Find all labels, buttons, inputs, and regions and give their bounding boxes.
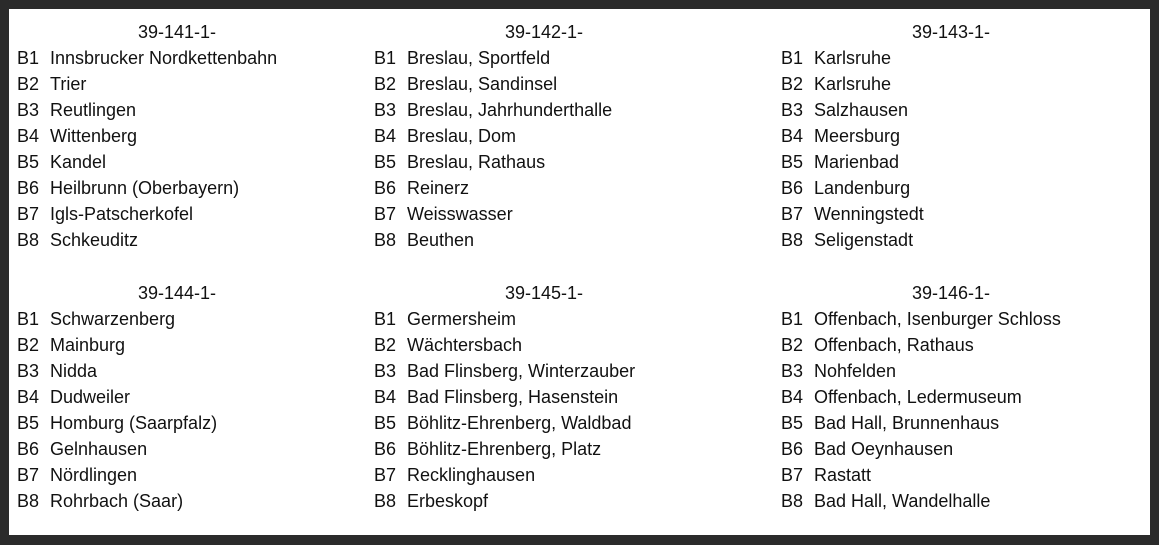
item-code: B1 bbox=[374, 309, 397, 329]
item-code: B6 bbox=[374, 178, 397, 198]
item-code: B3 bbox=[781, 100, 804, 120]
item-code: B7 bbox=[17, 204, 40, 224]
item-name: Beuthen bbox=[407, 230, 475, 250]
item-name: Breslau, Jahrhunderthalle bbox=[407, 100, 613, 120]
item-code: B4 bbox=[17, 387, 40, 407]
list-item bbox=[374, 45, 714, 71]
group-title: 39-146-1- bbox=[911, 283, 991, 303]
item-name: Erbeskopf bbox=[407, 491, 489, 511]
group-39-141-1 bbox=[17, 19, 317, 253]
list-item bbox=[374, 332, 714, 358]
item-name: Bad Oeynhausen bbox=[814, 439, 954, 459]
item-name: Germersheim bbox=[407, 309, 517, 329]
item-code: B8 bbox=[374, 491, 397, 511]
item-name: Marienbad bbox=[814, 152, 900, 172]
item-code: B5 bbox=[374, 413, 397, 433]
item-name: Rastatt bbox=[814, 465, 872, 485]
group-title: 39-145-1- bbox=[504, 283, 584, 303]
item-code: B1 bbox=[781, 48, 804, 68]
list-item bbox=[17, 97, 317, 123]
item-name: Trier bbox=[50, 74, 87, 94]
list-item bbox=[781, 410, 1121, 436]
list-item bbox=[374, 175, 714, 201]
list-item bbox=[374, 436, 714, 462]
item-name: Meersburg bbox=[814, 126, 901, 146]
item-code: B2 bbox=[781, 74, 804, 94]
item-code: B6 bbox=[17, 178, 40, 198]
item-code: B3 bbox=[17, 361, 40, 381]
item-name: Bad Hall, Brunnenhaus bbox=[814, 413, 1000, 433]
item-name: Salzhausen bbox=[814, 100, 909, 120]
item-name: Reinerz bbox=[407, 178, 470, 198]
item-code: B5 bbox=[374, 152, 397, 172]
document-sheet bbox=[9, 9, 1150, 535]
item-name: Bad Flinsberg, Winterzauber bbox=[407, 361, 636, 381]
item-name: Nohfelden bbox=[814, 361, 897, 381]
item-name: Karlsruhe bbox=[814, 48, 892, 68]
list-item bbox=[374, 462, 714, 488]
item-code: B4 bbox=[17, 126, 40, 146]
item-name: Weisswasser bbox=[407, 204, 513, 224]
item-code: B7 bbox=[781, 204, 804, 224]
item-code: B4 bbox=[374, 126, 397, 146]
list-item bbox=[781, 358, 1121, 384]
item-name: Kandel bbox=[50, 152, 107, 172]
item-name: Breslau, Sportfeld bbox=[407, 48, 551, 68]
list-item bbox=[374, 97, 714, 123]
item-name: Bad Hall, Wandelhalle bbox=[814, 491, 991, 511]
item-code: B6 bbox=[781, 439, 804, 459]
item-name: Böhlitz-Ehrenberg, Waldbad bbox=[407, 413, 632, 433]
item-code: B2 bbox=[374, 335, 397, 355]
group-39-145-1 bbox=[374, 280, 714, 514]
list-item bbox=[374, 410, 714, 436]
item-name: Landenburg bbox=[814, 178, 911, 198]
item-code: B8 bbox=[17, 230, 40, 250]
list-item bbox=[374, 71, 714, 97]
list-item bbox=[17, 201, 317, 227]
item-name: Offenbach, Rathaus bbox=[814, 335, 974, 355]
item-code: B7 bbox=[17, 465, 40, 485]
item-name: Breslau, Rathaus bbox=[407, 152, 546, 172]
item-code: B4 bbox=[781, 387, 804, 407]
item-name: Seligenstadt bbox=[814, 230, 914, 250]
item-name: Wächtersbach bbox=[407, 335, 523, 355]
list-item bbox=[17, 462, 317, 488]
item-code: B3 bbox=[17, 100, 40, 120]
item-code: B3 bbox=[781, 361, 804, 381]
list-item bbox=[781, 332, 1121, 358]
item-name: Homburg (Saarpfalz) bbox=[50, 413, 218, 433]
item-code: B7 bbox=[374, 465, 397, 485]
list-item bbox=[781, 45, 1121, 71]
item-code: B6 bbox=[374, 439, 397, 459]
list-item bbox=[781, 384, 1121, 410]
item-name: Reutlingen bbox=[50, 100, 137, 120]
list-item bbox=[17, 488, 317, 514]
list-item bbox=[374, 358, 714, 384]
item-name: Breslau, Sandinsel bbox=[407, 74, 558, 94]
item-code: B3 bbox=[374, 361, 397, 381]
group-39-144-1 bbox=[17, 280, 317, 514]
item-code: B8 bbox=[781, 491, 804, 511]
item-code: B7 bbox=[374, 204, 397, 224]
list-item bbox=[781, 436, 1121, 462]
item-code: B6 bbox=[781, 178, 804, 198]
item-name: Breslau, Dom bbox=[407, 126, 517, 146]
list-item bbox=[781, 97, 1121, 123]
item-name: Wenningstedt bbox=[814, 204, 924, 224]
list-item bbox=[17, 123, 317, 149]
item-code: B5 bbox=[17, 413, 40, 433]
list-item bbox=[781, 306, 1121, 332]
item-code: B5 bbox=[781, 413, 804, 433]
group-39-146-1 bbox=[781, 280, 1121, 514]
item-name: Nidda bbox=[50, 361, 98, 381]
item-code: B5 bbox=[17, 152, 40, 172]
item-code: B8 bbox=[374, 230, 397, 250]
item-code: B4 bbox=[781, 126, 804, 146]
list-item bbox=[374, 149, 714, 175]
item-name: Recklinghausen bbox=[407, 465, 536, 485]
item-name: Offenbach, Isenburger Schloss bbox=[814, 309, 1061, 329]
list-item bbox=[374, 227, 714, 253]
item-name: Böhlitz-Ehrenberg, Platz bbox=[407, 439, 602, 459]
item-code: B2 bbox=[17, 335, 40, 355]
group-title: 39-143-1- bbox=[911, 22, 991, 42]
list-item bbox=[17, 71, 317, 97]
item-code: B1 bbox=[17, 309, 40, 329]
item-code: B1 bbox=[781, 309, 804, 329]
list-item bbox=[374, 488, 714, 514]
list-item bbox=[17, 384, 317, 410]
list-item bbox=[17, 227, 317, 253]
list-item bbox=[781, 488, 1121, 514]
list-item bbox=[17, 332, 317, 358]
item-name: Rohrbach (Saar) bbox=[50, 491, 184, 511]
item-code: B1 bbox=[17, 48, 40, 68]
list-item bbox=[781, 71, 1121, 97]
item-name: Mainburg bbox=[50, 335, 126, 355]
item-name: Nördlingen bbox=[50, 465, 138, 485]
list-item bbox=[781, 201, 1121, 227]
item-name: Igls-Patscherkofel bbox=[50, 204, 194, 224]
list-item bbox=[17, 410, 317, 436]
item-name: Karlsruhe bbox=[814, 74, 892, 94]
item-code: B8 bbox=[17, 491, 40, 511]
list-item bbox=[781, 227, 1121, 253]
list-item bbox=[17, 436, 317, 462]
item-name: Gelnhausen bbox=[50, 439, 148, 459]
item-code: B7 bbox=[781, 465, 804, 485]
list-item bbox=[17, 306, 317, 332]
group-39-143-1 bbox=[781, 19, 1121, 253]
item-code: B3 bbox=[374, 100, 397, 120]
list-item bbox=[374, 123, 714, 149]
item-code: B6 bbox=[17, 439, 40, 459]
item-code: B1 bbox=[374, 48, 397, 68]
item-code: B5 bbox=[781, 152, 804, 172]
list-item bbox=[374, 384, 714, 410]
item-name: Bad Flinsberg, Hasenstein bbox=[407, 387, 619, 407]
item-name: Schkeuditz bbox=[50, 230, 139, 250]
item-name: Wittenberg bbox=[50, 126, 138, 146]
item-name: Offenbach, Ledermuseum bbox=[814, 387, 1022, 407]
item-name: Heilbrunn (Oberbayern) bbox=[50, 178, 240, 198]
item-code: B2 bbox=[17, 74, 40, 94]
list-item bbox=[374, 306, 714, 332]
item-name: Dudweiler bbox=[50, 387, 131, 407]
group-title: 39-144-1- bbox=[137, 283, 217, 303]
item-name: Schwarzenberg bbox=[50, 309, 176, 329]
list-item bbox=[781, 175, 1121, 201]
list-item bbox=[374, 201, 714, 227]
item-code: B4 bbox=[374, 387, 397, 407]
item-code: B2 bbox=[781, 335, 804, 355]
list-item bbox=[17, 175, 317, 201]
item-code: B8 bbox=[781, 230, 804, 250]
list-item bbox=[17, 149, 317, 175]
group-39-142-1 bbox=[374, 19, 714, 253]
item-code: B2 bbox=[374, 74, 397, 94]
list-item bbox=[781, 149, 1121, 175]
list-item bbox=[781, 462, 1121, 488]
list-item bbox=[17, 45, 317, 71]
group-title: 39-142-1- bbox=[504, 22, 584, 42]
list-item bbox=[781, 123, 1121, 149]
item-name: Innsbrucker Nordkettenbahn bbox=[50, 48, 278, 68]
group-title: 39-141-1- bbox=[137, 22, 217, 42]
list-item bbox=[17, 358, 317, 384]
